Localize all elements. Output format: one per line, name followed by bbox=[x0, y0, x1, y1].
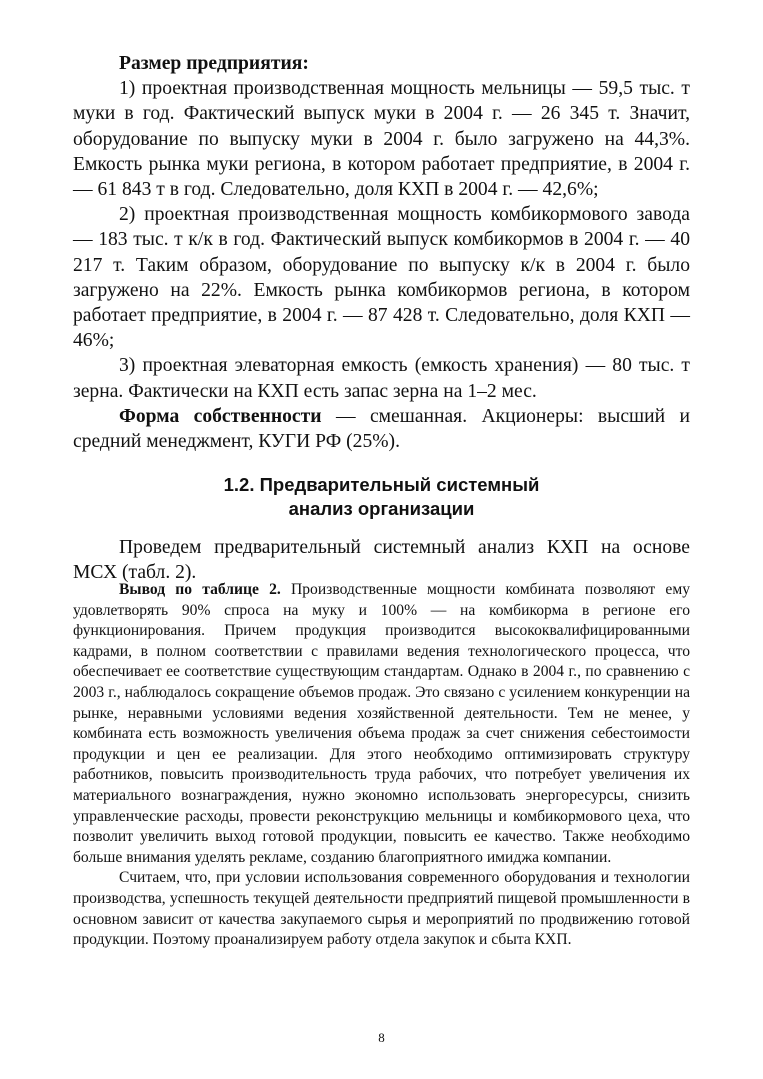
ownership-label: Форма собственности bbox=[119, 405, 322, 427]
intro-paragraph: Проведем предварительный системный анализ КХП на основе МСХ (табл. 2). bbox=[73, 537, 690, 583]
conclusion-paragraph bbox=[73, 580, 690, 868]
size-item-3: 3) проектная элеваторная емкость (емкость хранения) — 80 тыс. т зерна. Фактически на КХП есть запас зерна на 1–2 мес. bbox=[73, 355, 690, 402]
final-paragraph: Считаем, что, при условии использования современного оборудования и технологии производства, успешность текущей деятельности предприятий пищевой промышленности в основном зависит от качества закупаемого сырья и мероприятий по продвижению готовой продукции. Поэтому проанализируем работу отдела закупок и сбыта КХП. bbox=[73, 869, 690, 949]
section-title-line-1: 1.2. Предварительный системный bbox=[223, 474, 540, 495]
enterprise-size-section bbox=[73, 51, 690, 454]
conclusion-text: Производственные мощности комбината позволяют ему удовлетворять 90% спроса на муку и 100% — на комбикорма в регионе его функционирования. Причем продукция производится высококвалифицированными кадрами, в полном соответствии с правилами ведения технологического процесса, что обеспечивает ее соответствие существующим стандартам. Однако в 2004 г., по сравнению с 2003 г., наблюдалось сокращение объемов продаж. Это связано с усилением конкуренции на рынке, неравными условиями ведения хозяйственной деятельности. Тем не менее, у комбината есть возможность увеличения объема продаж за счет снижения себестоимости продукции и цен ее реализации. Для этого необходимо оптимизировать структуру работников, повысить производительность труда рабочих, что потребует увеличения их материального вознаграждения, нужно экономно использовать энергоресурсы, снизить управленческие расходы, провести реконструкцию мельницы и комбикормового цеха, что позволит увеличить выход готовой продукции, повысить ее качество. Также необходимо больше внимания уделять рекламе, созданию благоприятного имиджа компании. bbox=[73, 581, 690, 866]
ownership-text: — смешанная. Акционеры: высший и средний менеджмент, КУГИ РФ (25%). bbox=[73, 405, 690, 453]
conclusion-label: Вывод по таблице 2. bbox=[119, 581, 281, 598]
size-item-1: 1) проектная производственная мощность мельницы — 59,5 тыс. т муки в год. Фактический выпуск муки в 2004 г. — 26 345 т. Значит, оборудование по выпуску муки в 2004 г. было загружено на 44,3%. Емкость рынка муки региона, в котором работает предприятие, в 2004 г. — 61 843 т в год. Следовательно, доля КХП в 2004 г. — 42,6%; bbox=[73, 78, 690, 201]
section-title bbox=[73, 473, 690, 521]
section-title-line-2: анализ организации bbox=[288, 498, 475, 519]
size-heading: Размер предприятия: bbox=[119, 53, 309, 74]
size-item-2: 2) проектная производственная мощность комбикормового завода — 183 тыс. т к/к в год. Фактический выпуск комбикормов в 2004 г. — 40 217 т. Таким образом, оборудование по выпуску к/к в 2004 г. было загружено на 22%. Емкость рынка комбикормов региона, в котором работает предприятие, в 2004 г. — 87 428 т. Следовательно, доля КХП — 46%; bbox=[73, 204, 690, 352]
intro-section bbox=[73, 535, 690, 585]
page-number: 8 bbox=[378, 1030, 385, 1045]
ownership-paragraph bbox=[73, 404, 690, 454]
conclusion-section bbox=[73, 580, 690, 951]
